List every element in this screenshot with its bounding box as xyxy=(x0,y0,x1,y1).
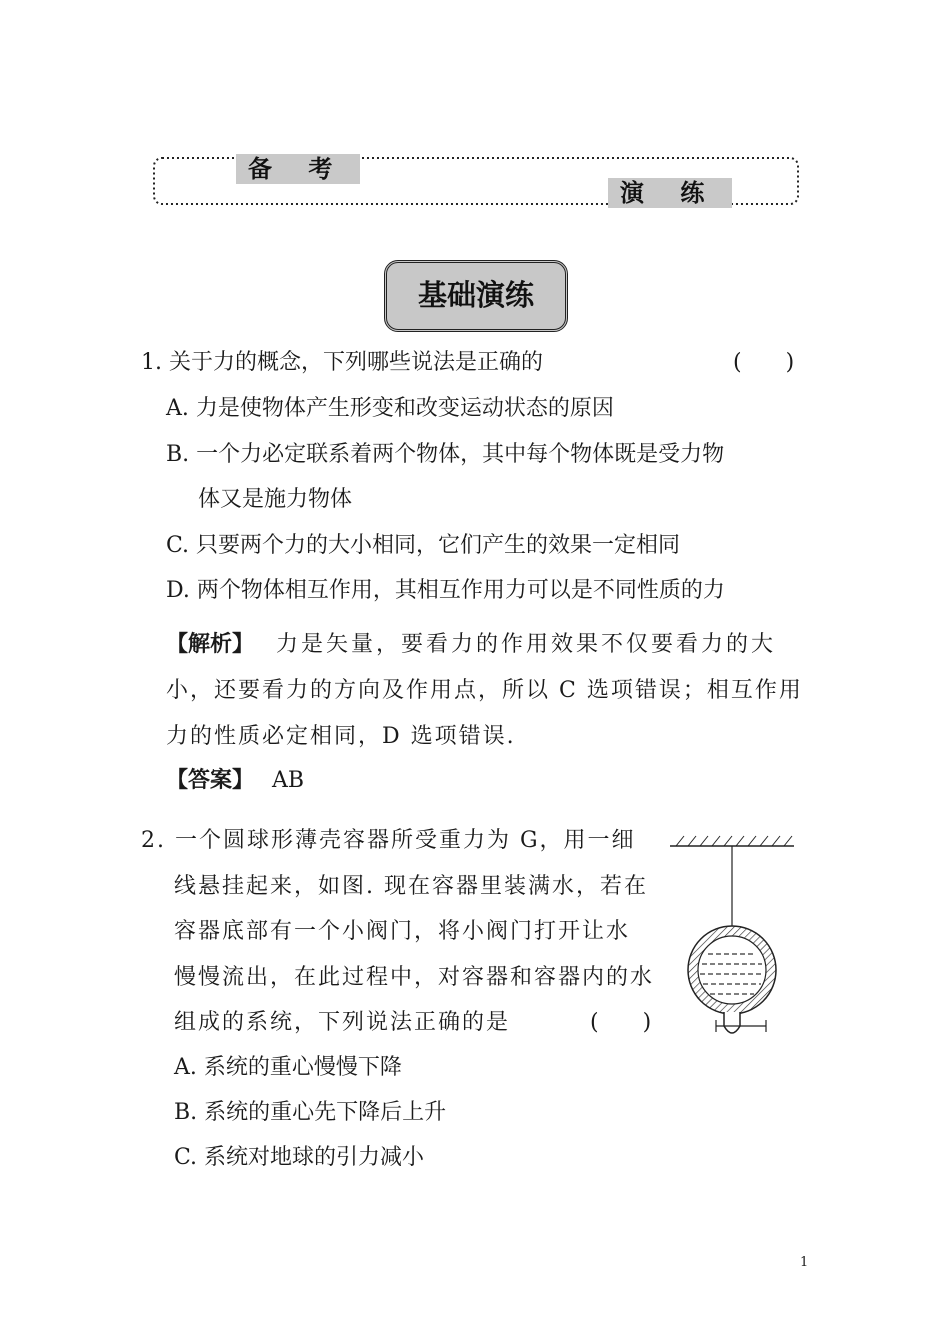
q1-analysis-line-1: 力是矢量，要看力的作用效果不仅要看力的大 xyxy=(276,632,777,657)
q2-option-a: A. 系统的重心慢慢下降 xyxy=(174,1055,402,1080)
hanging-sphere-figure xyxy=(668,830,798,1050)
container-inner xyxy=(698,936,766,1004)
q1-answer-value: AB xyxy=(272,768,305,793)
q1-answer-bracket: ( ) xyxy=(733,350,795,375)
q2-stem-line-1: 2. 一个圆球形薄壳容器所受重力为 G，用一细 xyxy=(141,828,636,853)
page-number: 1 xyxy=(800,1255,809,1270)
q2-option-b: B. 系统的重心先下降后上升 xyxy=(174,1100,447,1125)
q2-stem-line-5: 组成的系统，下列说法正确的是 xyxy=(174,1010,511,1035)
q2-stem-line-2: 线悬挂起来，如图. 现在容器里装满水，若在 xyxy=(174,874,648,899)
q1-analysis-label: 【解析】 xyxy=(166,632,255,657)
header-banner xyxy=(152,152,800,208)
banner-tab-lian: 演 练 xyxy=(608,178,732,208)
q1-answer-label: 【答案】 xyxy=(166,768,255,793)
q2-stem-line-4: 慢慢流出，在此过程中，对容器和容器内的水 xyxy=(174,965,655,990)
banner-tab-bei: 备 考 xyxy=(236,154,360,184)
q2-option-c: C. 系统对地球的引力减小 xyxy=(174,1145,425,1170)
q1-stem: 1. 关于力的概念，下列哪些说法是正确的 xyxy=(141,350,543,375)
q1-option-c: C. 只要两个力的大小相同，它们产生的效果一定相同 xyxy=(166,533,681,558)
valve xyxy=(716,1012,766,1033)
q1-analysis-line-2: 小，还要看力的方向及作用点，所以 C 选项错误；相互作用 xyxy=(166,678,803,703)
q1-option-b-cont: 体又是施力物体 xyxy=(198,487,353,512)
ceiling-support xyxy=(670,836,794,846)
q2-stem-line-3: 容器底部有一个小阀门，将小阀门打开让水 xyxy=(174,919,631,944)
section-title: 基础演练 xyxy=(384,260,568,332)
q1-option-b: B. 一个力必定联系着两个物体，其中每个物体既是受力物 xyxy=(166,442,725,467)
q1-analysis-line-3: 力的性质必定相同，D 选项错误. xyxy=(166,724,516,749)
q2-answer-bracket: ( ) xyxy=(590,1010,652,1035)
q1-option-a: A. 力是使物体产生形变和改变运动状态的原因 xyxy=(166,396,614,421)
q1-option-d: D. 两个物体相互作用，其相互作用力可以是不同性质的力 xyxy=(166,578,725,603)
